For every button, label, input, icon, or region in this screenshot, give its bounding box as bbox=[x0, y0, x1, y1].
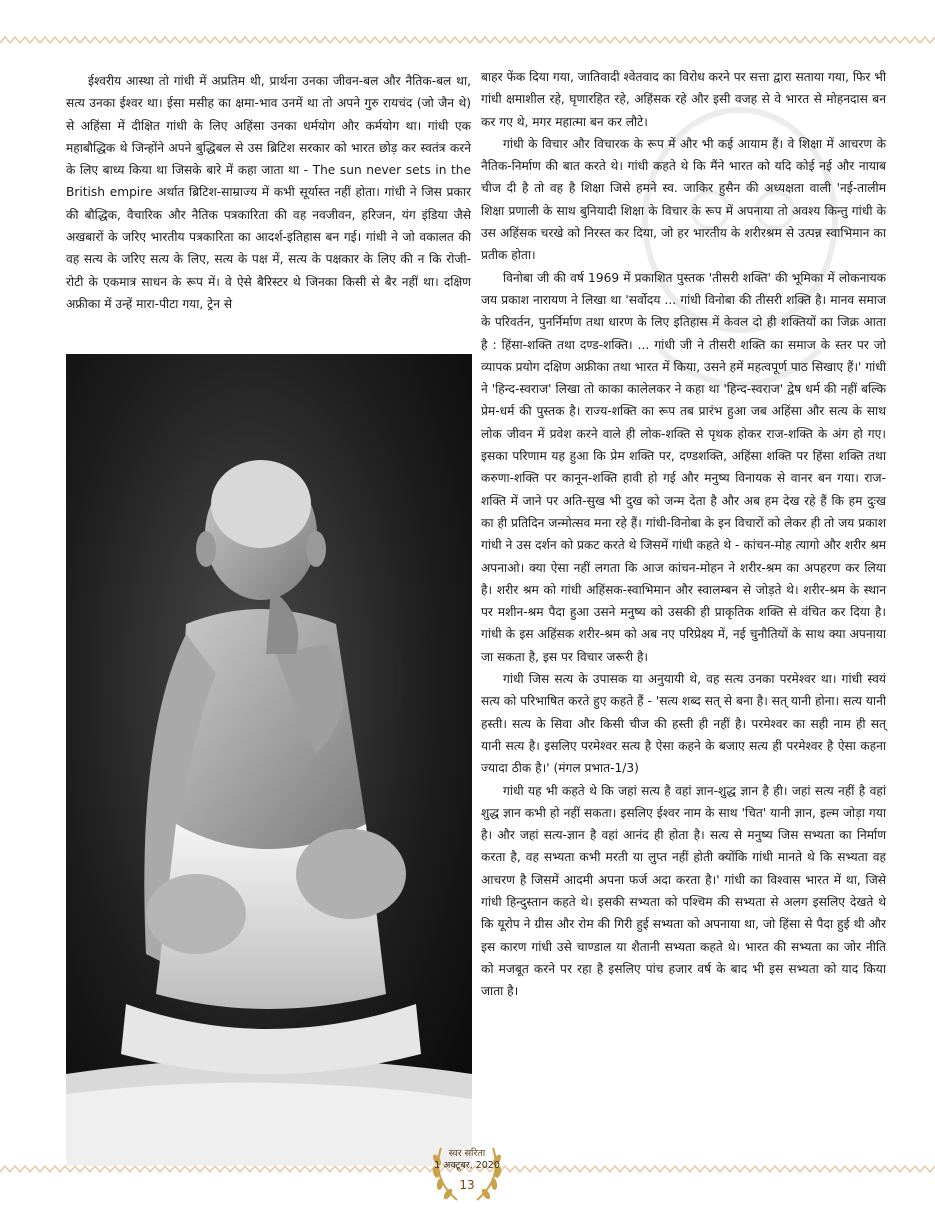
magazine-name: स्वर सरिता bbox=[448, 1148, 486, 1159]
right-paragraph-1: गांधी के विचार और विचारक के रूप में और भी कई आयाम हैं। वे शिक्षा में आचरण के नैतिक-निर्माण की बात करते थे। गांधी कहते थे कि मैंने भारत को यदि कोई नई और नायाब चीज दी है तो वह है शिक्षा जिसे हमने स्व. जाकिर हुसैन की अध्यक्षता वाली 'नई-तालीम शिक्षा प्रणाली के साथ बुनियादी शिक्षा के विचार के रूप में अपनाया तो अवश्य किन्तु गांधी के उस अहिंसक चरखे को निरस्त कर दिया, जो हर भारतीय के शरीरश्रम से उत्पन्न स्वाभिमान का प्रतीक होता। bbox=[481, 136, 886, 263]
right-text-column bbox=[481, 66, 886, 1002]
right-paragraph-2: विनोबा जी की वर्ष 1969 में प्रकाशित पुस्तक 'तीसरी शक्ति' की भूमिका में लोकनायक जय प्रकाश नारायण ने लिखा था 'सर्वोदय ... गांधी विनोबा की तीसरी शक्ति है। मानव समाज के परिवर्तन, पुनर्निर्माण तथा धारण के लिए इतिहास में केवल दो ही शक्तियों का जिक्र आता है : हिंसा-शक्ति तथा दण्ड-शक्ति। ... गांधी जी ने तीसरी शक्ति का समाज के स्तर पर जो व्यापक प्रयोग दक्षिण अफ्रीका तथा भारत में किया, उसने हमें महत्वपूर्ण पाठ सिखाए हैं।' गांधी ने 'हिन्द-स्वराज' लिखा तो काका कालेलकर ने कहा था 'हिन्द-स्वराज' द्वेष धर्म की नहीं बल्कि प्रेम-धर्म की पुस्तक है। राज्य-शक्ति का रूप तब प्रारंभ हुआ जब अहिंसा और सत्य के साथ लोक जीवन में प्रवेश करने वाले ही लोक-शक्ति से पृथक होकर राज-शक्ति के अंग हो गए। इसका परिणाम यह हुआ कि प्रेम शक्ति पर, दण्डशक्ति, अहिंसा शक्ति पर हिंसा शक्ति तथा करुणा-शक्ति पर कानून-शक्ति हावी हो गई और मनुष्य विनायक से वानर बन गया। राज-शक्ति में जाने पर अति-सुख भी दुख को जन्म देता है और अब हम देख रहे हैं कि हम दुःख का ही प्रतिदिन जन्मोत्सव मना रहे हैं। गांधी-विनोबा के इन विचारों को लेकर ही तो जय प्रकाश गांधी ने उस दर्शन को प्रकट करते थे जिसमें गांधी कहते थे - कांचन-मोह त्यागो और शरीर श्रम अपनाओ। क्या ऐसा नहीं लगता कि आज कांचन-मोहन ने शरीर-श्रम का अपहरण कर लिया है। शरीर श्रम को गांधी अहिंसक-स्वाभिमान और स्वालम्बन से जोड़ते थे। शरीर-श्रम के स्थान पर मशीन-श्रम पैदा हुआ उसने मनुष्य को उसकी ही प्राकृतिक शक्ति से वंचित कर दिया है। गांधी के इस अहिंसक शरीर-श्रम को अब नए परिप्रेक्ष्य में, नई चुनौतियों के साथ क्या अपनाया जा सकता है, इस पर विचार जरूरी है। bbox=[481, 270, 886, 664]
right-paragraph-4: गांधी यह भी कहते थे कि जहां सत्य है वहां ज्ञान-शुद्ध ज्ञान है ही। जहां सत्य नहीं है वहां शुद्ध ज्ञान कभी हो नहीं सकता। इसलिए ईश्वर नाम के साथ 'चित' यानी ज्ञान, इल्म जोड़ा गया है। और जहां सत्य-ज्ञान है वहां आनंद ही होता है। सत्य से मनुष्य जिस सभ्यता का निर्माण करता है, वह सभ्यता कभी मरती या लुप्त नहीं होती क्योंकि गांधी मानते थे कि सभ्यता वह आचरण है जिसमें आदमी अपना फर्ज अदा करता है।' गांधी का विश्वास भारत में था, जिसे गांधी हिन्दुस्तान कहते थे। इसकी सभ्यता को पश्चिम की सभ्यता से अलग इसलिए देखते थे कि यूरोप ने ग्रीस और रोम की गिरी हुई सभ्यता को अपनाया था, जो हिंसा से पैदा हुई थी और इस कारण गांधी उसे चाण्डाल या शैतानी सभ्यता कहते थे। भारत की सभ्यता का जोर नीति को मजबूत करने पर रहा है इसलिए पांच हजार वर्ष के बाद भी इस सभ्यता को याद किया जाता है। bbox=[481, 783, 886, 999]
right-paragraph-3: गांधी जिस सत्य के उपासक या अनुयायी थे, वह सत्य उनका परमेश्वर था। गांधी स्वयं सत्य को परिभाषित करते हुए कहते हैं - 'सत्य शब्द सत् से बना है। सत् यानी होना। सत्य यानी हस्ती। सत्य के सिवा और किसी चीज की हस्ती ही नहीं है। परमेश्वर का सही नाम ही सत् यानी सत्य है। इसलिए परमेश्वर सत्य है ऐसा कहने के बजाए सत्य ही परमेश्वर है ऐसा कहना ज्यादा ठीक है।' (मंगल प्रभात-1/3) bbox=[481, 672, 886, 776]
top-decorative-border bbox=[0, 34, 935, 46]
page-folio bbox=[427, 1138, 507, 1210]
issue-date: 1 अक्टूबर, 2020 bbox=[434, 1160, 500, 1171]
left-text-column bbox=[66, 70, 471, 315]
left-paragraph-1: ईश्वरीय आस्था तो गांधी में अप्रतिम थी, प्रार्थना उनका जीवन-बल और नैतिक-बल था, सत्य उनका ईश्वर था। ईसा मसीह का क्षमा-भाव उनमें था तो अपने गुरु रायचंद (जो जैन थे) से अहिंसा में दीक्षित गांधी के लिए अहिंसा उनका धर्मयोग और कर्मयोग था। गांधी एक महाबौद्धिक थे जिन्होंने अपने बुद्धिबल से उस ब्रिटिश सरकार को भारत छोड़ कर स्वतंत्र करने के लिए बाध्य किया था जिसके बारे में कहा जाता था - The sun never sets in the British empire अर्थात ब्रिटिश-साम्राज्य में कभी सूर्यास्त नहीं होता। गांधी ने जिस प्रकार की बौद्धिक, वैचारिक और नैतिक पत्रकारिता की वह नवजीवन, हरिजन, यंग इंडिया जैसे अखबारों के जरिए भारतीय पत्रकारिता का आदर्श-इतिहास बन गई। गांधी ने जो वकालत की वह सत्य के जरिए सत्य के लिए, सत्य के पक्ष में, सत्य के पक्षकार के लिए की न कि रोजी-रोटी के एकमात्र साधन के रूप में। वे ऐसे बैरिस्टर थे जिनका किसी से बैर नहीं था। दक्षिण अफ्रीका में उन्हें मारा-पीटा गया, ट्रेन से bbox=[66, 74, 471, 311]
page-number: 13 bbox=[459, 1178, 475, 1192]
right-continuation-paragraph: बाहर फेंक दिया गया, जातिवादी श्वेतवाद का विरोध करने पर सत्ता द्वारा सताया गया, फिर भी गांधी क्षमाशील रहे, घृणारहित रहे, अहिंसक रहे और इसी वजह से वे भारत से मोहनदास बन कर गए थे, मगर महात्मा बन कर लौटे। bbox=[481, 70, 886, 129]
gandhi-seated-photo bbox=[66, 354, 472, 1166]
